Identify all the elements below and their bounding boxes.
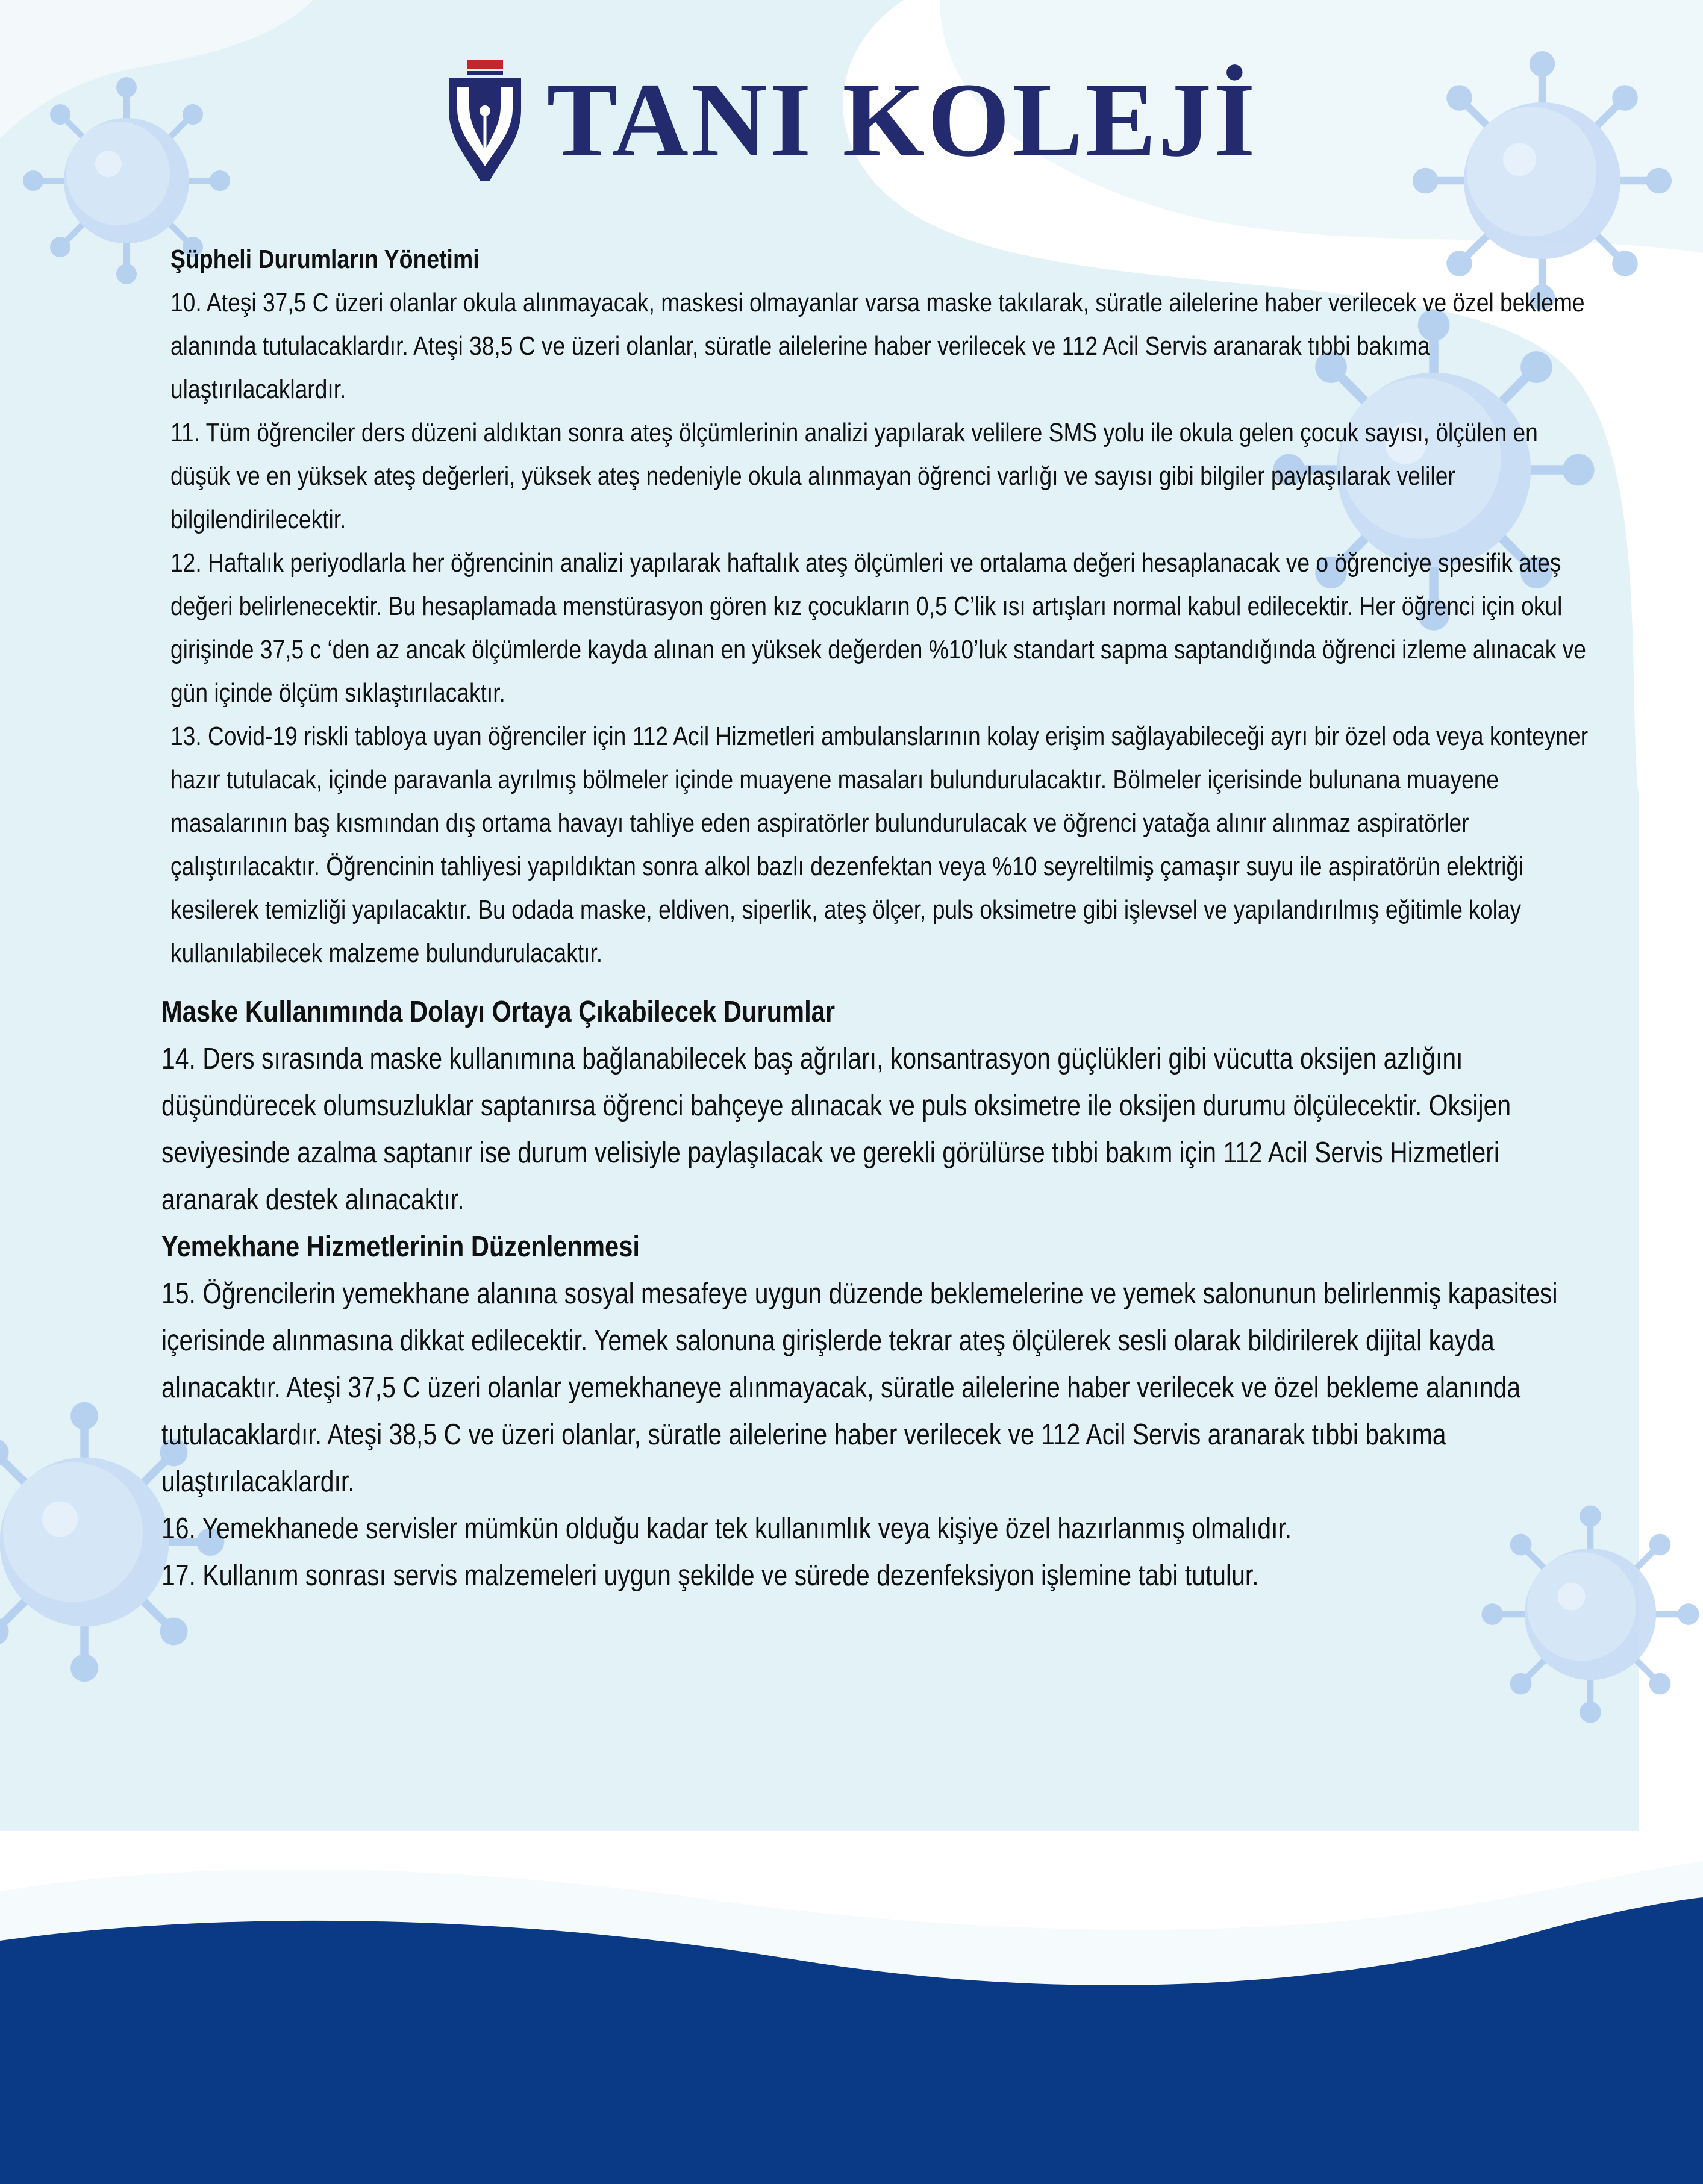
list-item: 14. Ders sırasında maske kullanımına bağlanabilecek baş ağrıları, konsantrasyon güçlükleri gibi vücutta oksijen azlığını düşündürecek olumsuzluklar saptanırsa öğrenci bahçeye alınacak ve puls oksimetre ile oksijen durumu ölçülecektir. Oksijen seviyesinde azalma saptanır ise durum velisiyle paylaşılacak ve gerekli görülürse tıbbi bakım için 112 Acil Servis Hizmetleri aranarak destek alınacaktır. <box>161 1043 1511 1216</box>
logo <box>445 60 1257 181</box>
list-item: 11. Tüm öğrenciler ders düzeni aldıktan sonra ateş ölçümlerinin analizi yapılarak velilere SMS yolu ile okula gelen çocuk sayısı, ölçülen en düşük ve en yüksek ateş değerleri, yüksek ateş nedeniyle okula alınmayan öğrenci varlığı ve sayısı gibi bilgiler paylaşılarak veliler bilgilendirilecektir. <box>170 418 1538 534</box>
fountain-pen-nib-icon <box>445 60 525 181</box>
logo-text: TANI KOLEJİ <box>546 61 1258 179</box>
list-item: 17. Kullanım sonrası servis malzemeleri uygun şekilde ve sürede dezenfeksiyon işlemine tabi tutulur. <box>161 1559 1259 1592</box>
document-body <box>161 238 1595 1599</box>
list-item: 13. Covid-19 riskli tabloya uyan öğrenciler için 112 Acil Hizmetleri ambulanslarının kolay erişim sağlayabileceği ayrı bir özel oda veya konteyner hazır tutulacak, içinde paravanla ayrılmış bölmeler içinde muayene masaları bulundurulacaktır. Bölmeler içerisinde bulunana muayene masalarının baş kısmından dış ortama havayı tahliye eden aspiratörler bulundurulacak ve öğrenci yatağa alınır alınmaz aspiratörler çalıştırılacaktır. Öğrencinin tahliyesi yapıldıktan sonra alkol bazlı dezenfektan veya %10 seyreltilmiş çamaşır suyu ile aspiratörün elektriği kesilerek temizliği yapılacaktır. Bu odada maske, eldiven, siperlik, ateş ölçer, puls oksimetre gibi işlevsel ve yapılandırılmış eğitimle kolay kullanılabilecek malzeme bulundurulacaktır. <box>170 722 1589 968</box>
list-item: 12. Haftalık periyodlarla her öğrencinin analizi yapılarak haftalık ateş ölçümleri ve ortalama değeri hesaplanacak ve o öğrenciye spesifik ateş değeri belirlenecektir. Bu hesaplamada menstürasyon gören kız çocukların 0,5 C’lik ısı artışları normal kabul edilecektir. Her öğrenci için okul girişinde 37,5 c ‘den az ancak ölçümlerde kayda alınan en yüksek değerden %10’luk standart sapma saptandığında öğrenci izleme alınacak ve gün içinde ölçüm sıklaştırılacaktır. <box>170 548 1586 708</box>
list-item: 10. Ateşi 37,5 C üzeri olanlar okula alınmayacak, maskesi olmayanlar varsa maske takılarak, süratle ailelerine haber verilecek ve özel bekleme alanında tutulacaklardır. Ateşi 38,5 C ve üzeri olanlar, süratle ailelerine haber verilecek ve 112 Acil Servis aranarak tıbbi bakıma ulaştırılacaklardır. <box>170 288 1585 404</box>
list-item: 15. Öğrencilerin yemekhane alanına sosyal mesafeye uygun düzende beklemelerine ve yemek salonunun belirlenmiş kapasitesi içerisinde alınmasına dikkat edilecektir. Yemek salonuna girişlerde tekrar ateş ölçülerek sesli olarak bildirilerek dijital kayda alınacaktır. Ateşi 37,5 C üzeri olanlar yemekhaneye alınmayacak, süratle ailelerine haber verilecek ve özel bekleme alanında tutulacaklardır. Ateşi 38,5 C ve üzeri olanlar, süratle ailelerine haber verilecek ve 112 Acil Servis aranarak tıbbi bakıma ulaştırılacaklardır. <box>161 1278 1558 1498</box>
section-mask-usage <box>161 988 1595 1599</box>
section-heading: Şüpheli Durumların Yönetimi <box>170 245 480 274</box>
header <box>0 51 1703 190</box>
list-item: 16. Yemekhanede servisler mümkün olduğu kadar tek kullanımlık veya kişiye özel hazırlanmış olmalıdır. <box>161 1512 1292 1545</box>
section-suspicious-cases <box>161 238 1595 975</box>
section-heading: Yemekhane Hizmetlerinin Düzenlenmesi <box>161 1231 640 1263</box>
section-heading: Maske Kullanımında Dolayı Ortaya Çıkabilecek Durumlar <box>161 996 836 1028</box>
